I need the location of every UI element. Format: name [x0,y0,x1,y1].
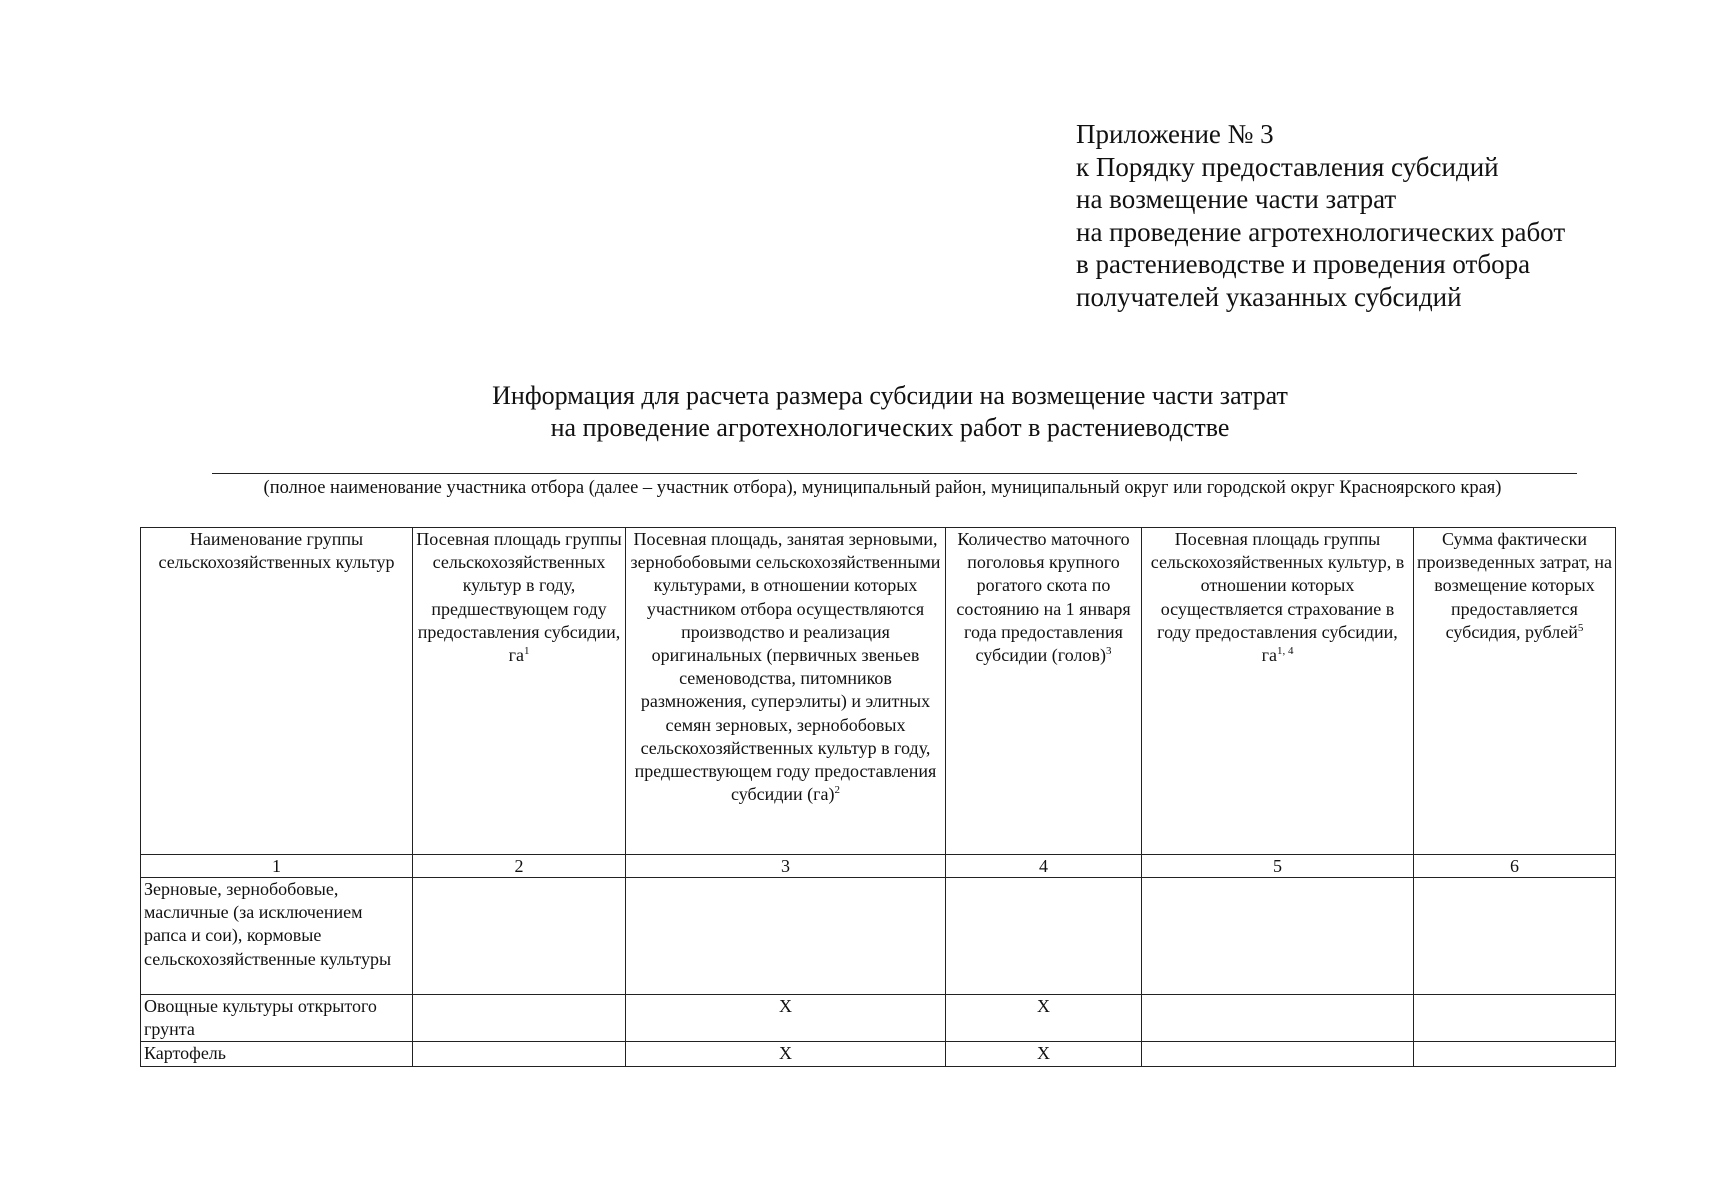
header-text: Посевная площадь группы сельскохозяйственных культур, в отношении которых осуществляется страхование в году предоставления субсидии, га [1150,529,1405,666]
header-cell [413,528,626,855]
table-cell: X [626,1042,946,1066]
header-cell [946,528,1142,855]
crop-group-name: Овощные культуры открытого грунта [141,995,413,1042]
subsidy-info-table [140,527,1616,1067]
footnote-mark: 2 [834,784,841,797]
participant-caption: (полное наименование участника отбора (далее – участник отбора), муниципальный район, муниципальный округ или городской округ Красноярского края) [263,478,1502,498]
header-text: Посевная площадь, занятая зерновыми, зернобобовыми сельскохозяйственными культурами, в отношении которых участником отбора осуществляются производство и реализация оригинальных (первичных звеньев семеноводства, питомников размножения, суперэлиты) и элитных семян зерновых, зернобобовых сельскохозяйственных культур в году, предшествующем году предоставления субсидии (га) [630,529,941,805]
table-header-row [141,528,1616,855]
appendix-line: Приложение № 3 [1076,119,1274,149]
column-number: 6 [1414,855,1616,878]
crop-group-name: Зерновые, зернобобовые, масличные (за исключением рапса и сои), кормовые сельскохозяйственные культуры [141,878,413,995]
table-cell [413,995,626,1042]
document-title [190,380,1590,444]
appendix-line: к Порядку предоставления субсидий [1076,151,1499,182]
table-cell [1142,995,1414,1042]
header-text: Сумма фактически произведенных затрат, на возмещение которых предоставляется субсидия, рублей [1417,529,1612,642]
header-cell [141,528,413,855]
column-number: 5 [1142,855,1414,878]
appendix-line: в растениеводстве и проведения отбора [1076,249,1531,280]
fill-in-line [212,473,1577,474]
header-text: Посевная площадь группы сельскохозяйственных культур в году, предшествующем году предоставления субсидии, га [416,529,622,666]
table-cell [1142,1042,1414,1066]
column-number: 2 [413,855,626,878]
appendix-line: на проведение агротехнологических работ [1076,216,1566,247]
table-cell [1142,878,1414,995]
table-cell [1414,995,1616,1042]
appendix-line: получателей указанных субсидий [1076,281,1462,312]
footnote-mark: 1, 4 [1276,645,1294,658]
appendix-block [1076,118,1565,314]
document-title-line-2: на проведение агротехнологических работ в растениеводстве [550,413,1230,442]
table-cell: X [626,995,946,1042]
header-cell [1142,528,1414,855]
table-row [141,1042,1616,1066]
header-text: Количество маточного поголовья крупного рогатого скота по состоянию на 1 января года предоставления субсидии (голов) [956,529,1131,666]
crop-group-name: Картофель [141,1042,413,1066]
column-number-row [141,855,1616,878]
footnote-mark: 1 [523,645,530,658]
footnote-mark: 3 [1105,645,1112,658]
header-text: Наименование группы сельскохозяйственных культур [158,529,395,573]
table-cell: X [946,1042,1142,1066]
table-cell: X [946,995,1142,1042]
table-cell [946,878,1142,995]
table-row [141,995,1616,1042]
column-number: 3 [626,855,946,878]
column-number: 1 [141,855,413,878]
footnote-mark: 5 [1577,621,1584,634]
table-cell [1414,878,1616,995]
table-cell [413,1042,626,1066]
header-cell [626,528,946,855]
document-title-line-1: Информация для расчета размера субсидии на возмещение части затрат [492,381,1288,410]
table-row [141,878,1616,995]
table-cell [626,878,946,995]
appendix-line: на возмещение части затрат [1076,184,1397,215]
table-cell [413,878,626,995]
header-cell [1414,528,1616,855]
table-cell [1414,1042,1616,1066]
column-number: 4 [946,855,1142,878]
